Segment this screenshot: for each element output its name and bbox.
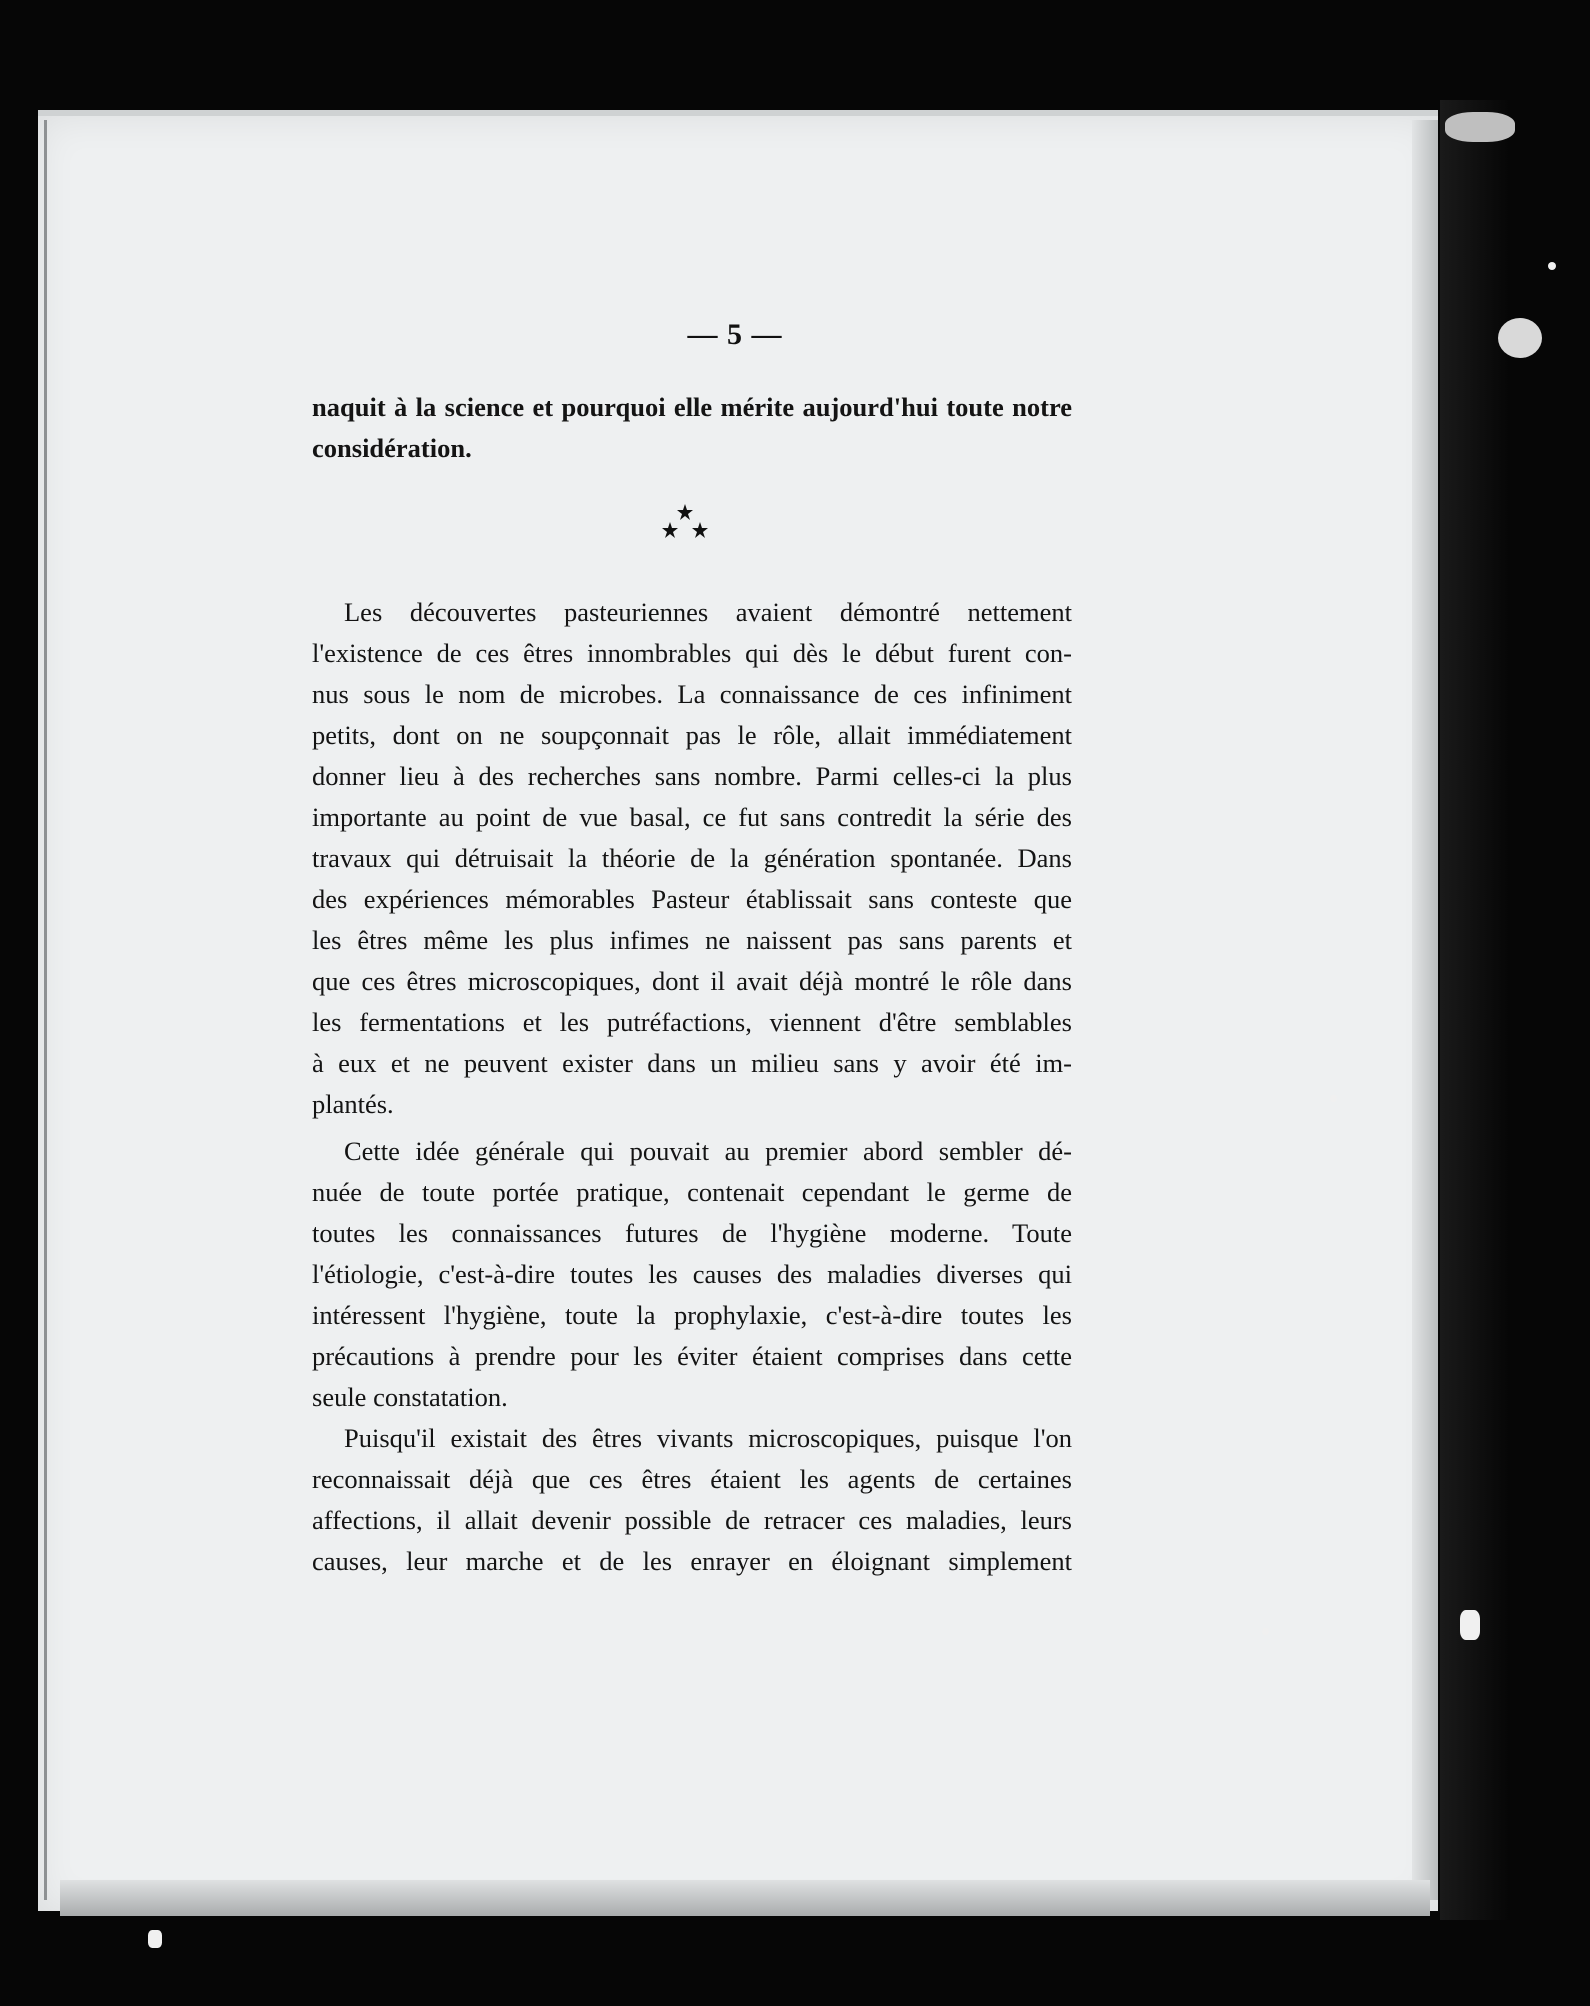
text-line: les fermentations et les putréfactions, viennent d'être semblables	[312, 1007, 1072, 1037]
text-line: nus sous le nom de microbes. La connaissance de ces infiniment	[312, 679, 1072, 709]
asterism-star	[662, 522, 678, 538]
text-line: donner lieu à des recherches sans nombre. Parmi celles-ci la plus	[312, 761, 1072, 791]
text-line: des expériences mémorables Pasteur établissait sans conteste que	[312, 884, 1072, 914]
text-line: nuée de toute portée pratique, contenait cependant le germe de	[312, 1177, 1072, 1207]
text-line: précautions à prendre pour les éviter étaient comprises dans cette	[312, 1341, 1072, 1371]
page-left-edge	[44, 120, 47, 1900]
asterism-star	[692, 522, 708, 538]
text-line: naquit à la science et pourquoi elle mérite aujourd'hui toute notre	[312, 392, 1072, 422]
text-line: à eux et ne peuvent exister dans un milieu sans y avoir été im-	[312, 1048, 1072, 1078]
text-line: travaux qui détruisait la théorie de la génération spontanée. Dans	[312, 843, 1072, 873]
text-line: considération.	[312, 433, 472, 463]
text-line: reconnaissait déjà que ces êtres étaient les agents de certaines	[312, 1464, 1072, 1494]
text-line: seule constatation.	[312, 1382, 508, 1412]
paragraph-3	[312, 1418, 1072, 1582]
dust-speck	[1262, 1628, 1269, 1635]
page-bottom-edge	[60, 1880, 1430, 1916]
dust-speck	[1548, 262, 1556, 270]
page-right-edge-shadow	[1412, 120, 1438, 1900]
text-line: Puisqu'il existait des êtres vivants microscopiques, puisque l'on	[344, 1423, 1072, 1453]
dust-speck	[1330, 1095, 1337, 1102]
dust-speck	[148, 1930, 162, 1948]
text-line: Cette idée générale qui pouvait au premier abord sembler dé-	[344, 1136, 1072, 1166]
text-line: petits, dont on ne soupçonnait pas le rôle, allait immédiatement	[312, 720, 1072, 750]
text-line: causes, leur marche et de les enrayer en éloignant simplement	[312, 1546, 1072, 1576]
page-number: — 5 —	[687, 318, 783, 351]
paragraph-1	[312, 592, 1072, 1125]
text-line: que ces êtres microscopiques, dont il avait déjà montré le rôle dans	[312, 966, 1072, 996]
text-line: Les découvertes pasteuriennes avaient démontré nettement	[344, 597, 1072, 627]
torn-page-edge	[1440, 100, 1510, 1920]
asterism-ornament	[655, 502, 715, 542]
text-line: affections, il allait devenir possible de retracer ces maladies, leurs	[312, 1505, 1072, 1535]
opening-paragraph	[312, 387, 1072, 469]
text-line: intéressent l'hygiène, toute la prophylaxie, c'est-à-dire toutes les	[312, 1300, 1072, 1330]
dust-speck	[1445, 112, 1515, 142]
dust-speck	[1460, 1610, 1480, 1640]
dust-speck	[1498, 318, 1542, 358]
paragraph-2	[312, 1131, 1072, 1418]
text-line: importante au point de vue basal, ce fut sans contredit la série des	[312, 802, 1072, 832]
text-line: l'étiologie, c'est-à-dire toutes les causes des maladies diverses qui	[312, 1259, 1072, 1289]
text-line: plantés.	[312, 1089, 394, 1119]
text-line: l'existence de ces êtres innombrables qui dès le début furent con-	[312, 638, 1072, 668]
asterism-star	[677, 504, 693, 520]
text-line: toutes les connaissances futures de l'hygiène moderne. Toute	[312, 1218, 1072, 1248]
text-line: les êtres même les plus infimes ne naissent pas sans parents et	[312, 925, 1072, 955]
